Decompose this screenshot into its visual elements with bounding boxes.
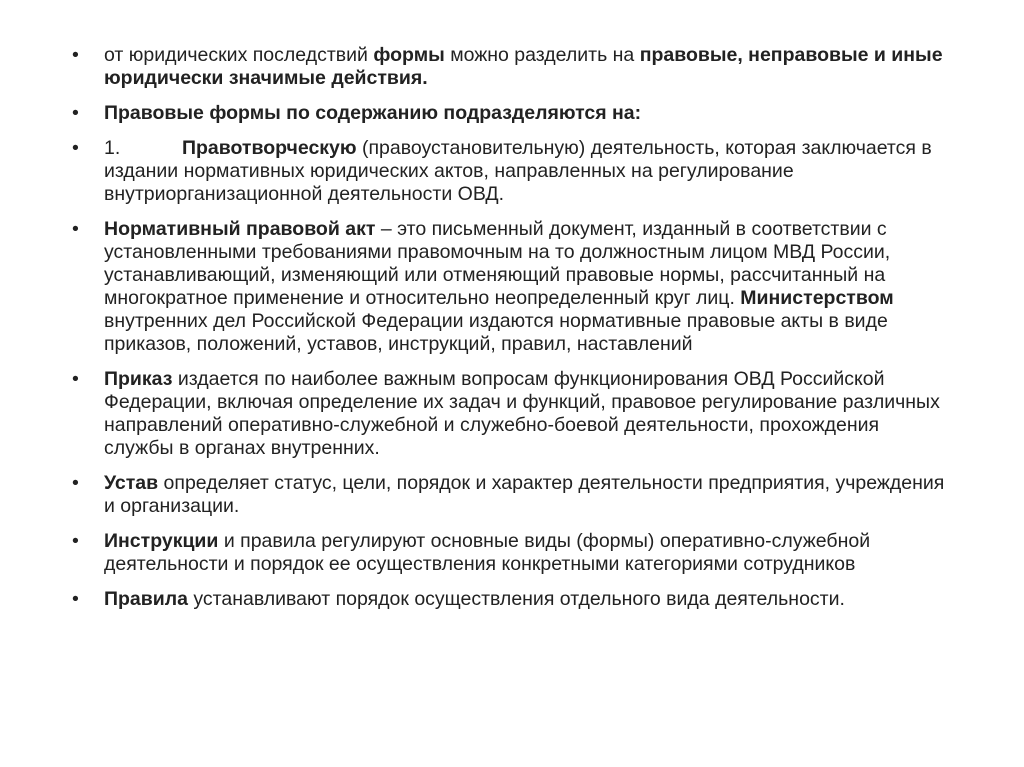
bullet-text [104,588,845,610]
bold-text-segment: формы [373,44,445,66]
text-segment: – это письменный документ, изданный в соответствии с установленными требованиями правомочным на то должностным лицом МВД России, устанавливающий, изменяющий или отменяющий правовые нормы, рассчитанный на многократное применение и относительно неопределенный круг лиц. [104,218,891,309]
bullet-text [104,218,894,355]
bullet-dot-icon: • [72,472,79,494]
bullet-text [104,44,943,89]
bold-text-segment: Правила [104,588,188,610]
item-number: 1. [104,137,121,159]
bold-text-segment: Нормативный правовой акт [104,218,376,240]
bold-text-segment: Министерством [740,287,894,309]
text-segment: можно разделить на [444,44,640,66]
text-segment: от юридических последствий [104,44,374,66]
bullet-item [72,530,952,576]
text-segment: (правоустановительную) деятельность, которая заключается в издании нормативных юридических актов, направленных на регулирование внутриорганизационной деятельности ОВД. [104,137,932,205]
text-segment: определяет статус, цели, порядок и характер деятельности предприятия, учреждения и организации. [104,472,945,517]
bullet-dot-icon: • [72,137,79,159]
text-segment: издается по наиболее важным вопросам функционирования ОВД Российской Федерации, включая определение их задач и функций, правовое регулирование различных направлений оперативно-служебной и служебно-боевой деятельности, прохождения службы в органах внутренних. [104,368,940,459]
bold-text-segment: Инструкции [104,530,219,552]
text-segment: и правила регулируют основные виды (формы) оперативно-служебной деятельности и порядок ее осуществления конкретными категориями сотрудников [104,530,871,575]
bold-text-segment: Устав [104,472,159,494]
bullet-text [104,137,932,205]
bullet-item [72,44,952,90]
bullet-dot-icon: • [72,368,79,390]
bullet-item [72,472,952,518]
bullet-item [72,218,952,356]
text-segment: внутренних дел Российской Федерации издаются нормативные правовые акты в виде приказов, положений, уставов, инструкций, правил, наставлений [104,310,888,355]
bullet-text [104,102,641,124]
bullet-item [72,102,952,125]
text-segment: устанавливают порядок осуществления отдельного вида деятельности. [187,588,845,610]
bullet-dot-icon: • [72,218,79,240]
bullet-text [104,530,870,575]
bullet-text [104,472,944,517]
bullet-dot-icon: • [72,102,79,124]
bullet-text [104,368,940,459]
bullet-item [72,368,952,460]
bullet-dot-icon: • [72,530,79,552]
bullet-item [72,137,952,206]
bold-text-segment: правовые, неправовые и иные юридически значимые действия. [104,44,943,89]
bold-text-segment: Приказ [104,368,173,390]
bullet-item [72,588,952,611]
bullet-list [72,44,952,623]
bullet-dot-icon: • [72,588,79,610]
bold-text-segment: Правотворческую [182,137,357,159]
bullet-dot-icon: • [72,44,79,66]
bold-text-segment: Правовые формы по содержанию подразделяются на: [104,102,642,124]
